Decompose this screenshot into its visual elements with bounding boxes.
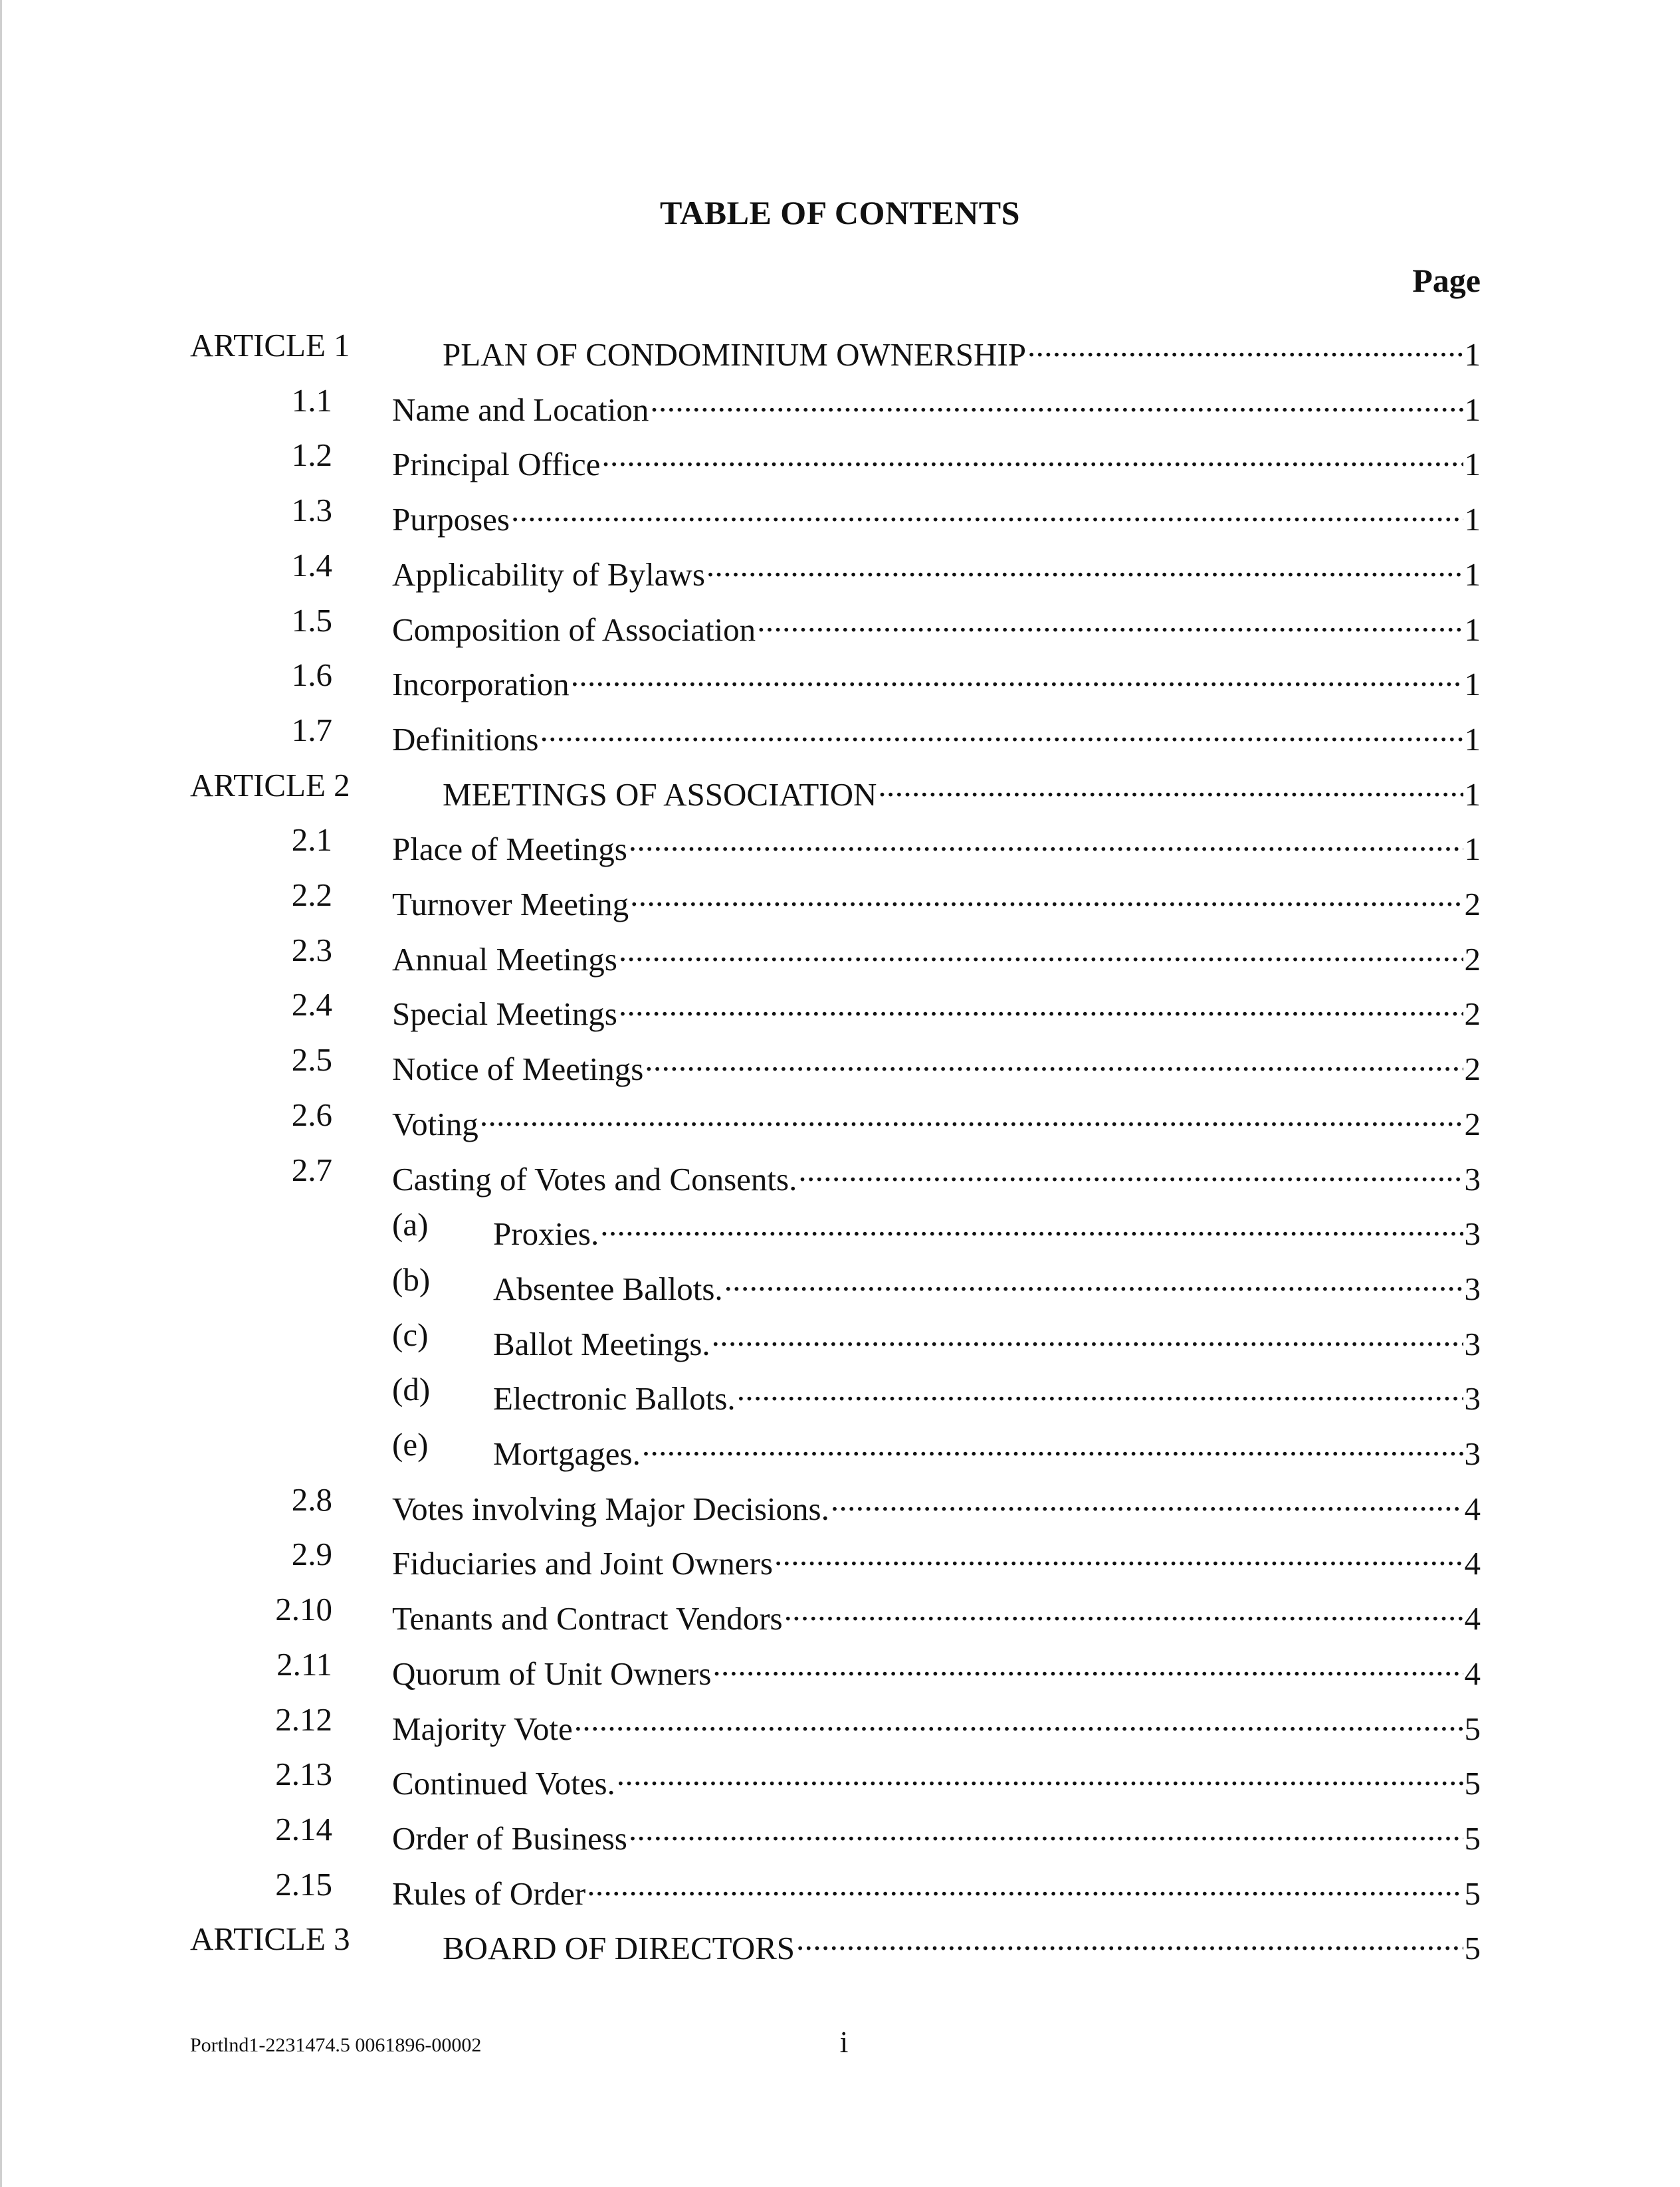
- toc-entry-line: [392, 1590, 1481, 1639]
- toc-entry-page: 2: [1464, 1051, 1481, 1087]
- toc-entry-page: 1: [1464, 831, 1481, 867]
- toc-entry-page: 2: [1464, 1106, 1481, 1142]
- toc-entry-number: 2.13: [275, 1756, 332, 1792]
- toc-entry-section: [0, 546, 1680, 593]
- toc-entry-label: Purposes: [392, 501, 510, 538]
- toc-entry-page: 1: [1464, 391, 1481, 428]
- page-column-header: Page: [1412, 262, 1481, 299]
- toc-entry-number: 2.11: [276, 1646, 332, 1683]
- toc-entry-number: 1.3: [291, 492, 332, 528]
- dot-leader: [724, 1260, 1463, 1300]
- toc-entry-section: [0, 1700, 1680, 1747]
- toc-entry-label: Quorum of Unit Owners: [392, 1655, 712, 1692]
- toc-entry-section: [0, 601, 1680, 648]
- toc-entry-section: [0, 1865, 1680, 1912]
- dot-leader: [480, 1095, 1463, 1135]
- toc-entry-line: [392, 1700, 1481, 1749]
- dot-leader: [712, 1645, 1463, 1685]
- toc-entry-label: Majority Vote: [392, 1711, 573, 1747]
- toc-entry-section: [0, 1480, 1680, 1527]
- toc-entry-number: 1.5: [291, 602, 332, 639]
- toc-entry-label: Rules of Order: [392, 1875, 586, 1912]
- toc-entry-line: [392, 1754, 1481, 1804]
- toc-entry-page: 1: [1464, 336, 1481, 373]
- toc-entry-number: 2.6: [291, 1096, 332, 1133]
- toc-entry-number: 1.7: [291, 712, 332, 748]
- toc-entry-label: Casting of Votes and Consents.: [392, 1161, 797, 1198]
- toc-entry-line: [392, 546, 1481, 595]
- toc-entry-article: [0, 326, 1680, 373]
- toc-entry-section: [0, 710, 1680, 758]
- toc-entry-label: Applicability of Bylaws: [392, 556, 705, 593]
- toc-entry-number: 2.7: [291, 1152, 332, 1188]
- toc-entry-label: Special Meetings: [392, 995, 617, 1032]
- toc-entry-page: 3: [1464, 1215, 1481, 1252]
- toc-entry-label: Votes involving Major Decisions.: [392, 1491, 829, 1527]
- dot-leader: [617, 1754, 1463, 1794]
- toc-entry-line: [493, 1315, 1481, 1364]
- toc-entry-page: 3: [1464, 1380, 1481, 1417]
- toc-entry-page: 1: [1464, 776, 1481, 813]
- toc-entry-line: [392, 930, 1481, 980]
- toc-entry-page: 1: [1464, 446, 1481, 482]
- toc-entry-line: [392, 1150, 1481, 1199]
- dot-leader: [878, 766, 1463, 805]
- page-title: TABLE OF CONTENTS: [660, 194, 1020, 231]
- dot-leader: [1027, 326, 1463, 365]
- toc-entry-label: Composition of Association: [392, 611, 756, 648]
- toc-entry-sub: [0, 1205, 1680, 1252]
- toc-entry-sub: [0, 1425, 1680, 1472]
- toc-entry-section: [0, 1645, 1680, 1692]
- toc-entry-line: [443, 326, 1481, 375]
- dot-leader: [574, 1700, 1463, 1740]
- toc-entry-line: [392, 435, 1481, 484]
- dot-leader: [629, 1810, 1463, 1849]
- toc-entry-section: [0, 490, 1680, 538]
- toc-entry-page: 2: [1464, 941, 1481, 978]
- toc-entry-page: 1: [1464, 666, 1481, 702]
- toc-entry-page: 3: [1464, 1326, 1481, 1362]
- dot-leader: [571, 655, 1463, 695]
- toc-entry-label: MEETINGS OF ASSOCIATION: [443, 776, 877, 813]
- toc-entry-line: [392, 381, 1481, 430]
- toc-entry-page: 5: [1464, 1875, 1481, 1912]
- toc-entry-number: 1.6: [291, 657, 332, 693]
- toc-entry-number: 2.9: [291, 1536, 332, 1572]
- toc-entry-line: [443, 1919, 1481, 1968]
- toc-entry-page: 2: [1464, 995, 1481, 1032]
- toc-entry-label: Absentee Ballots.: [493, 1271, 723, 1307]
- footer-page-number: i: [839, 2025, 849, 2059]
- toc-entry-line: [392, 1040, 1481, 1089]
- toc-entry-label: PLAN OF CONDOMINIUM OWNERSHIP: [443, 336, 1026, 373]
- dot-leader: [706, 546, 1463, 585]
- toc-entry-label: Voting: [392, 1106, 478, 1142]
- toc-entry-article: [0, 766, 1680, 813]
- toc-entry-number: 2.1: [291, 821, 332, 858]
- toc-entry-label: Proxies.: [493, 1215, 599, 1252]
- toc-entry-section: [0, 1534, 1680, 1582]
- toc-entry-label: Tenants and Contract Vendors: [392, 1600, 783, 1637]
- toc-entry-page: 4: [1464, 1655, 1481, 1692]
- toc-entry-line: [493, 1205, 1481, 1254]
- toc-entry-page: 2: [1464, 886, 1481, 922]
- dot-leader: [540, 710, 1463, 750]
- dot-leader: [630, 875, 1463, 915]
- dot-leader: [511, 490, 1463, 530]
- toc-entry-label: Incorporation: [392, 666, 570, 702]
- toc-entry-page: 4: [1464, 1600, 1481, 1637]
- toc-entry-line: [392, 1645, 1481, 1694]
- toc-entry-page: 1: [1464, 556, 1481, 593]
- toc-entry-page: 3: [1464, 1161, 1481, 1198]
- dot-leader: [587, 1865, 1463, 1905]
- toc-entry-page: 4: [1464, 1491, 1481, 1527]
- dot-leader: [757, 601, 1463, 641]
- toc-entry-line: [392, 1865, 1481, 1914]
- toc-entry-section: [0, 875, 1680, 922]
- toc-entry-line: [392, 1810, 1481, 1859]
- dot-leader: [712, 1315, 1463, 1355]
- toc-entry-page: 3: [1464, 1271, 1481, 1307]
- toc-entry-number: 2.3: [291, 932, 332, 968]
- toc-entry-label: Name and Location: [392, 391, 649, 428]
- dot-leader: [645, 1040, 1463, 1080]
- toc-entry-label: Order of Business: [392, 1820, 627, 1857]
- toc-entry-page: 5: [1464, 1930, 1481, 1966]
- toc-entry-label: Place of Meetings: [392, 831, 627, 867]
- toc-entry-section: [0, 1590, 1680, 1637]
- toc-entry-number: 1.1: [291, 382, 332, 419]
- toc-entry-page: 4: [1464, 1545, 1481, 1582]
- toc-entry-section: [0, 1150, 1680, 1198]
- dot-leader: [737, 1370, 1463, 1409]
- toc-entry-sub: [0, 1315, 1680, 1362]
- toc-entry-page: 3: [1464, 1435, 1481, 1472]
- toc-entry-line: [392, 710, 1481, 760]
- toc-entry-section: [0, 381, 1680, 428]
- toc-entry-number: ARTICLE 1: [190, 327, 350, 364]
- toc-entry-label: Ballot Meetings.: [493, 1326, 710, 1362]
- toc-entry-number: 2.2: [291, 877, 332, 913]
- toc-entry-line: [392, 1534, 1481, 1584]
- toc-entry-section: [0, 1040, 1680, 1087]
- toc-entry-label: Continued Votes.: [392, 1765, 615, 1802]
- toc-entry-line: [392, 601, 1481, 650]
- toc-entry-number: 2.8: [291, 1481, 332, 1518]
- toc-entry-page: 5: [1464, 1711, 1481, 1747]
- toc-entry-number: (b): [392, 1261, 431, 1298]
- toc-entry-sub: [0, 1370, 1680, 1417]
- dot-leader: [629, 820, 1463, 860]
- toc-entry-line: [392, 875, 1481, 924]
- toc-entry-number: (d): [392, 1371, 431, 1407]
- toc-entry-number: 2.14: [275, 1811, 332, 1847]
- toc-entry-line: [392, 1095, 1481, 1144]
- toc-entry-label: Mortgages.: [493, 1435, 641, 1472]
- toc-entry-label: Fiduciaries and Joint Owners: [392, 1545, 773, 1582]
- toc-entry-number: (c): [392, 1316, 429, 1353]
- dot-leader: [619, 985, 1463, 1025]
- toc-entry-section: [0, 930, 1680, 978]
- toc-entry-line: [392, 490, 1481, 540]
- toc-entry-number: ARTICLE 3: [190, 1921, 350, 1957]
- dot-leader: [601, 435, 1463, 475]
- toc-entry-number: (e): [392, 1426, 429, 1463]
- toc-entry-label: BOARD OF DIRECTORS: [443, 1930, 795, 1966]
- dot-leader: [798, 1150, 1463, 1190]
- toc-entry-article: [0, 1919, 1680, 1966]
- toc-entry-number: 2.12: [275, 1701, 332, 1738]
- dot-leader: [619, 930, 1463, 970]
- toc-entry-section: [0, 1810, 1680, 1857]
- toc-entry-section: [0, 985, 1680, 1032]
- toc-entry-page: 5: [1464, 1820, 1481, 1857]
- dot-leader: [784, 1590, 1463, 1629]
- dot-leader: [796, 1919, 1463, 1959]
- toc-entry-page: 1: [1464, 501, 1481, 538]
- toc-entry-number: (a): [392, 1206, 429, 1243]
- toc-entry-sub: [0, 1260, 1680, 1307]
- toc-entry-line: [443, 766, 1481, 815]
- toc-entry-page: 5: [1464, 1765, 1481, 1802]
- toc-entry-number: 2.10: [275, 1591, 332, 1627]
- toc-entry-label: Electronic Ballots.: [493, 1380, 736, 1417]
- dot-leader: [774, 1534, 1463, 1574]
- toc-entry-line: [392, 985, 1481, 1034]
- toc-entry-section: [0, 1095, 1680, 1142]
- toc-entry-number: 2.4: [291, 986, 332, 1023]
- toc-entry-number: 1.2: [291, 437, 332, 473]
- toc-entry-page: 1: [1464, 611, 1481, 648]
- dot-leader: [650, 381, 1463, 421]
- dot-leader: [600, 1205, 1463, 1245]
- toc-entry-section: [0, 1754, 1680, 1802]
- toc-entry-number: 2.5: [291, 1041, 332, 1078]
- toc-entry-section: [0, 435, 1680, 482]
- toc-entry-label: Principal Office: [392, 446, 601, 482]
- toc-entry-line: [493, 1370, 1481, 1419]
- footer-document-id: Portlnd1-2231474.5 0061896-00002: [190, 2034, 482, 2056]
- toc-entry-line: [392, 655, 1481, 704]
- toc-entry-number: ARTICLE 2: [190, 767, 350, 803]
- dot-leader: [831, 1480, 1463, 1520]
- toc-entry-line: [493, 1260, 1481, 1309]
- toc-entry-section: [0, 655, 1680, 702]
- toc-entry-number: 1.4: [291, 547, 332, 583]
- toc-entry-label: Notice of Meetings: [392, 1051, 644, 1087]
- toc-entry-label: Turnover Meeting: [392, 886, 629, 922]
- dot-leader: [642, 1425, 1463, 1465]
- toc-entry-number: 2.15: [275, 1866, 332, 1903]
- toc-entry-line: [392, 820, 1481, 869]
- toc-entry-section: [0, 820, 1680, 867]
- toc-entry-label: Annual Meetings: [392, 941, 617, 978]
- toc-entry-page: 1: [1464, 721, 1481, 758]
- toc-entry-label: Definitions: [392, 721, 539, 758]
- toc-entry-line: [392, 1480, 1481, 1529]
- toc-entry-line: [493, 1425, 1481, 1474]
